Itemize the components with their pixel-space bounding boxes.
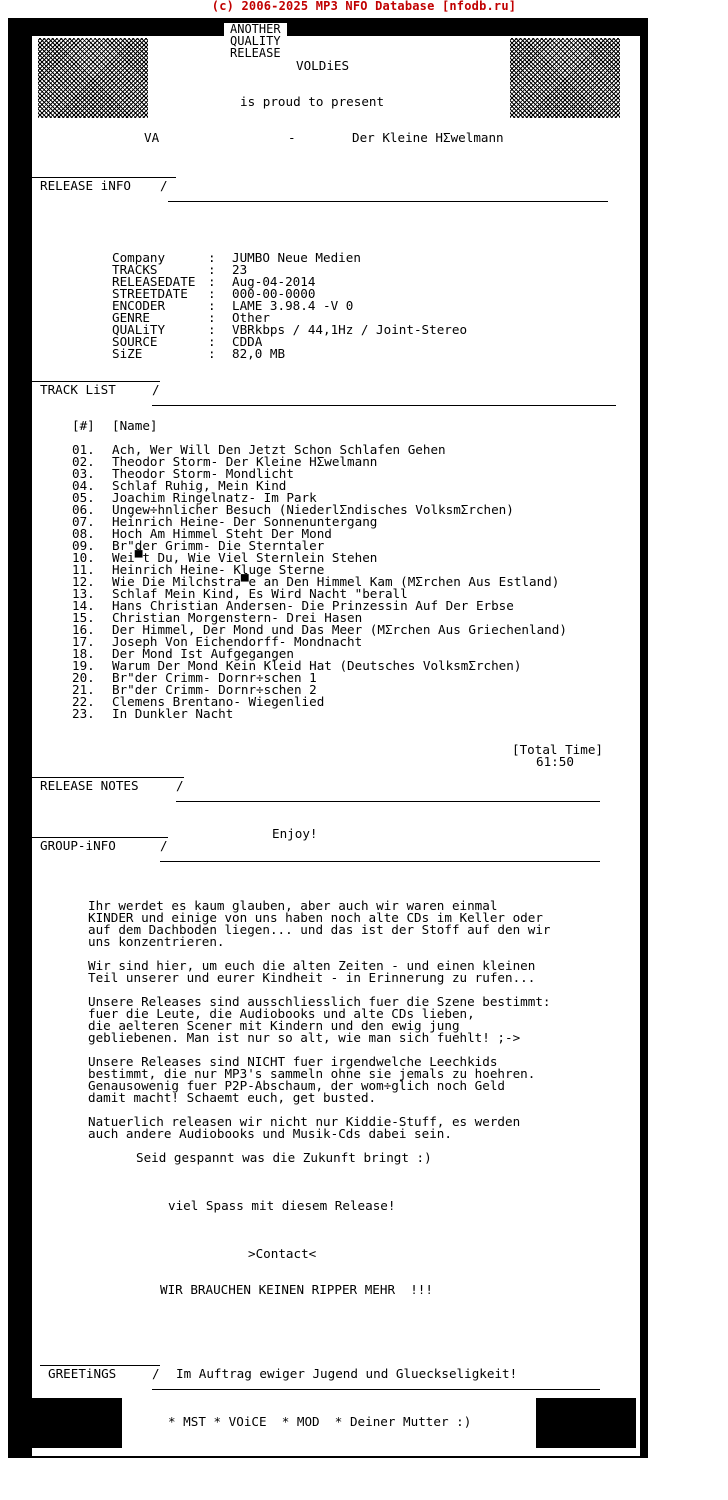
track-title: Ungew÷hnlicher Besuch (NiederlΣndisches VolksmΣrchen) [112, 502, 514, 517]
release-notes-rule [176, 801, 600, 802]
info-colon: : [208, 274, 216, 289]
track-title: Wie Die Milchstra▀e an Den Himmel Kam (MΣrchen Aus Estland) [112, 574, 560, 589]
track-title: Hans Christian Andersen- Die Prinzessin Auf Der Erbse [112, 598, 514, 613]
track-title: Hoch Am Himmel Steht Der Mond [112, 526, 332, 541]
track-title: Der Himmel, Der Mond und Das Meer (MΣrchen Aus Griechenland) [112, 622, 567, 637]
info-value: Other [232, 310, 270, 325]
track-number: 10. [72, 550, 95, 565]
track-number: 03. [72, 466, 95, 481]
info-value: 000-00-0000 [232, 286, 316, 301]
track-number: 20. [72, 670, 95, 685]
track-title: Br"der Crimm- Dornr÷schen 1 [112, 670, 317, 685]
release-banner: ANOTHER QUALITY RELEASE [224, 23, 287, 59]
info-label: ENCODER [112, 298, 166, 313]
track-title: Clemens Brentano- Wiegenlied [112, 694, 325, 709]
info-label: Company [112, 250, 166, 265]
track-list-rule [152, 405, 616, 406]
title-dash: - [288, 130, 296, 145]
release-notes-slash: / [176, 778, 184, 793]
track-title: Br"der Crimm- Dornr÷schen 2 [112, 682, 317, 697]
notes-text: Enjoy! [272, 826, 318, 841]
info-colon: : [208, 322, 216, 337]
group-info-line: auch andere Audiobooks und Musik-Cds dabei sein. [88, 1126, 452, 1141]
group-info-line: damit macht! Schaemt euch, get busted. [88, 1090, 377, 1105]
info-value: JUMBO Neue Medien [232, 250, 361, 265]
track-title: Joachim Ringelnatz- Im Park [112, 490, 317, 505]
track-number: 11. [72, 562, 95, 577]
info-value: Aug-04-2014 [232, 274, 316, 289]
artist: VA [144, 130, 160, 145]
track-number: 22. [72, 694, 95, 709]
track-title: Warum Der Mond Kein Kleid Hat (Deutsches VolksmΣrchen) [112, 658, 522, 673]
nfo-frame [8, 18, 648, 1458]
info-label: SiZE [112, 346, 143, 361]
ascii-ornament-bottom-right [536, 1398, 636, 1448]
track-number: 12. [72, 574, 95, 589]
ripper-line: WIR BRAUCHEN KEINEN RIPPER MEHR !!! [160, 1282, 433, 1297]
info-label: STREETDATE [112, 286, 188, 301]
album-title: Der Kleine HΣwelmann [352, 130, 504, 145]
info-colon: : [208, 286, 216, 301]
track-title: In Dunkler Nacht [112, 706, 234, 721]
present-line: is proud to present [240, 94, 385, 109]
info-value: 23 [232, 262, 248, 277]
group-info-line: Wir sind hier, um euch die alten Zeiten - und einen kleinen [88, 958, 536, 973]
info-value: CDDA [232, 334, 263, 349]
ascii-ornament-bottom-left [22, 1398, 122, 1448]
track-title: Joseph Von Eichendorff- Mondnacht [112, 634, 363, 649]
track-number: 18. [72, 646, 95, 661]
track-title: Theodor Storm- Der Kleine HΣwelmann [112, 454, 378, 469]
track-title: Der Mond Ist Aufgegangen [112, 646, 294, 661]
group-info-line: fuer die Leute, die Audiobooks und alte CDs lieben, [88, 1006, 475, 1021]
track-number: 17. [72, 634, 95, 649]
track-title: Schlaf Mein Kind, Es Wird Nacht "berall [112, 586, 408, 601]
group-info-line: bestimmt, die nur MP3's sammeln ohne sie jemals zu hoehren. [88, 1066, 536, 1081]
release-info-rule [168, 201, 608, 202]
group-info-rule [160, 861, 600, 862]
greetings-motto: Im Auftrag ewiger Jugend und Glueckseligkeit! [176, 1366, 518, 1381]
ornament-pattern-left [38, 38, 148, 118]
info-value: LAME 3.98.4 -V 0 [232, 298, 354, 313]
release-info-slash: / [160, 178, 168, 193]
track-number: 15. [72, 610, 95, 625]
info-value: VBRkbps / 44,1Hz / Joint-Stereo [232, 322, 468, 337]
group-name: VOLDiES [296, 58, 350, 73]
info-colon: : [208, 250, 216, 265]
info-value: 82,0 MB [232, 346, 286, 361]
info-label: QUALiTY [112, 322, 166, 337]
track-number: 01. [72, 442, 95, 457]
greetings-list: * MST * VOiCE * MOD * Deiner Mutter :) [168, 1414, 472, 1429]
group-info-line: KINDER und einige von uns haben noch alte CDs im Keller oder [88, 910, 543, 925]
info-label: TRACKS [112, 262, 158, 277]
total-time: 61:50 [536, 754, 574, 769]
info-colon: : [208, 346, 216, 361]
section-release-info: RELEASE iNFO [40, 178, 131, 193]
track-number: 04. [72, 478, 95, 493]
track-title: Christian Morgenstern- Drei Hasen [112, 610, 363, 625]
track-title: Theodor Storm- Mondlicht [112, 466, 294, 481]
track-number: 21. [72, 682, 95, 697]
track-number: 19. [72, 658, 95, 673]
track-number: 06. [72, 502, 95, 517]
group-info-line: die aelteren Scener mit Kindern und den ewig jung [88, 1018, 460, 1033]
site-header: (c) 2006-2025 MP3 NFO Database [nfodb.ru] [211, 0, 517, 13]
info-label: GENRE [112, 310, 150, 325]
track-title: Heinrich Heine- Kluge Sterne [112, 562, 325, 577]
info-colon: : [208, 262, 216, 277]
total-time-label: [Total Time] [512, 742, 603, 757]
info-colon: : [208, 334, 216, 349]
group-info-line: Genausowenig fuer P2P-Abschaum, der wom÷glich noch Geld [88, 1078, 506, 1093]
group-info-line: Teil unserer und eurer Kindheit - in Erinnerung zu rufen... [88, 970, 536, 985]
ornament-pattern-right [510, 38, 620, 118]
track-number: 05. [72, 490, 95, 505]
ascii-art-left [12, 158, 30, 1418]
track-title: Schlaf Ruhig, Mein Kind [112, 478, 287, 493]
track-number: 23. [72, 706, 95, 721]
greetings-slash: / [152, 1366, 160, 1381]
track-number: 02. [72, 454, 95, 469]
contact-label: >Contact< [248, 1246, 317, 1261]
section-group-info: GROUP-iNFO [40, 838, 116, 853]
info-label: SOURCE [112, 334, 158, 349]
info-colon: : [208, 310, 216, 325]
track-number: 07. [72, 514, 95, 529]
group-info-line: uns konzentrieren. [88, 934, 225, 949]
group-info-line: auf dem Dachboden liegen... und das ist der Stoff auf den wir [88, 922, 551, 937]
info-colon: : [208, 298, 216, 313]
track-number: 14. [72, 598, 95, 613]
track-number: 16. [72, 622, 95, 637]
track-title: Ach, Wer Will Den Jetzt Schon Schlafen Gehen [112, 442, 446, 457]
track-title: Wei▀t Du, Wie Viel Sternlein Stehen [112, 550, 378, 565]
greetings-rule [152, 1389, 600, 1390]
group-info-line: Unsere Releases sind NICHT fuer irgendwelche Leechkids [88, 1054, 498, 1069]
track-title: Heinrich Heine- Der Sonnenuntergang [112, 514, 378, 529]
future-line: Seid gespannt was die Zukunft bringt :) [136, 1150, 432, 1165]
group-info-slash: / [160, 838, 168, 853]
section-release-notes: RELEASE NOTES [40, 778, 139, 793]
fun-line: viel Spass mit diesem Release! [168, 1198, 396, 1213]
track-number: 08. [72, 526, 95, 541]
group-info-line: gebliebenen. Man ist nur so alt, wie man sich fuehlt! ;-> [88, 1030, 521, 1045]
tracklist-num-header: [#] [72, 418, 95, 433]
section-greetings: GREETiNGS [48, 1366, 117, 1381]
track-title: Br"der Grimm- Die Sterntaler [112, 538, 325, 553]
track-list-slash: / [152, 382, 160, 397]
track-number: 09. [72, 538, 95, 553]
group-info-line: Unsere Releases sind ausschliesslich fuer die Szene bestimmt: [88, 994, 551, 1009]
track-number: 13. [72, 586, 95, 601]
section-track-list: TRACK LiST [40, 382, 116, 397]
group-info-line: Natuerlich releasen wir nicht nur Kiddie-Stuff, es werden [88, 1114, 521, 1129]
info-label: RELEASEDATE [112, 274, 196, 289]
tracklist-name-header: [Name] [112, 418, 158, 433]
group-info-line: Ihr werdet es kaum glauben, aber auch wir waren einmal [88, 898, 498, 913]
